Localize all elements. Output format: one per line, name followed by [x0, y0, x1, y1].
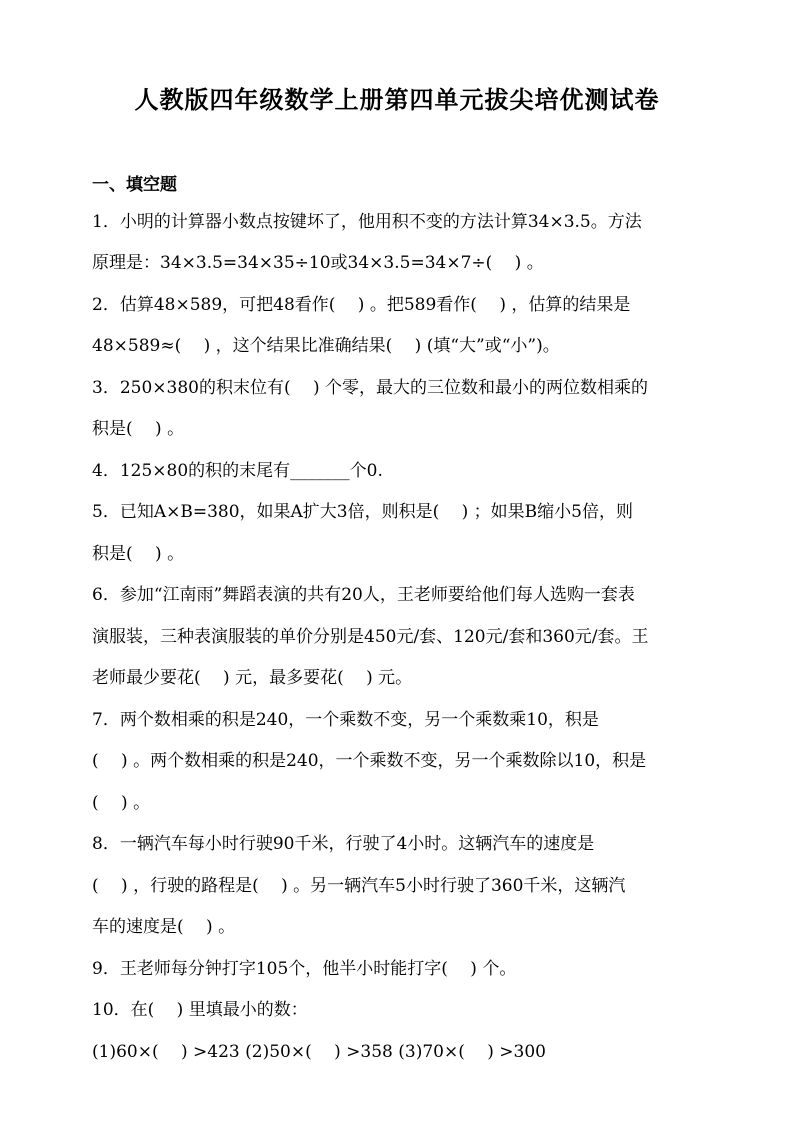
question-1-line-2: 原理是：34×3.5=34×35÷10或34×3.5=34×7÷( ) 。: [92, 253, 544, 273]
question-7-line-1: 7．两个数相乘的积是240，一个乘数不变，另一个乘数乘10，积是: [92, 710, 599, 730]
question-2-line-2: 48×589≈( ) ，这个结果比准确结果( ) (填“大”或“小”)。: [92, 336, 560, 356]
question-8-line-2: ( ) ，行驶的路程是( ) 。另一辆汽车5小时行驶了360千米，这辆汽: [92, 876, 626, 896]
page-title: 人教版四年级数学上册第四单元拔尖培优测试卷: [134, 85, 660, 114]
question-3-line-1: 3．250×380的积末位有( ) 个零，最大的三位数和最小的两位数相乘的: [92, 378, 649, 398]
question-5-line-2: 积是( ) 。: [92, 544, 185, 564]
question-10-line-1: 10．在( ) 里填最小的数：: [92, 1000, 308, 1020]
question-8-line-3: 车的速度是( ) 。: [92, 917, 236, 937]
question-2-line-1: 2．估算48×589，可把48看作( ) 。把589看作( ) ，估算的结果是: [92, 295, 631, 315]
question-6-line-1: 6．参加“江南雨”舞蹈表演的共有20人，王老师要给他们每人选购一套表: [92, 585, 635, 605]
question-7-line-2: ( ) 。两个数相乘的积是240，一个乘数不变，另一个乘数除以10，积是: [92, 751, 647, 771]
question-7-line-3: ( ) 。: [92, 793, 151, 813]
question-1-line-1: 1．小明的计算器小数点按键坏了，他用积不变的方法计算34×3.5。方法: [92, 212, 642, 232]
question-9-line-1: 9．王老师每分钟打字105个，他半小时能打字( ) 个。: [92, 959, 517, 979]
question-10-line-2: (1)60×( ) >423 (2)50×( ) >358 (3)70×( ) >300: [92, 1042, 546, 1062]
question-8-line-1: 8．一辆汽车每小时行驶90千米，行驶了4小时。这辆汽车的速度是: [92, 834, 595, 854]
section-heading-fill-in: 一、填空题: [92, 175, 177, 195]
question-6-line-2: 演服装，三种表演服装的单价分别是450元/套、120元/套和360元/套。王: [92, 627, 649, 647]
question-5-line-1: 5．已知A×B=380，如果A扩大3倍，则积是( ) ；如果B缩小5倍，则: [92, 502, 633, 522]
question-3-line-2: 积是( ) 。: [92, 419, 185, 439]
question-4-line-1: 4．125×80的积的末尾有_______个0.: [92, 461, 383, 481]
question-6-line-3: 老师最少要花( ) 元，最多要花( ) 元。: [92, 668, 413, 688]
